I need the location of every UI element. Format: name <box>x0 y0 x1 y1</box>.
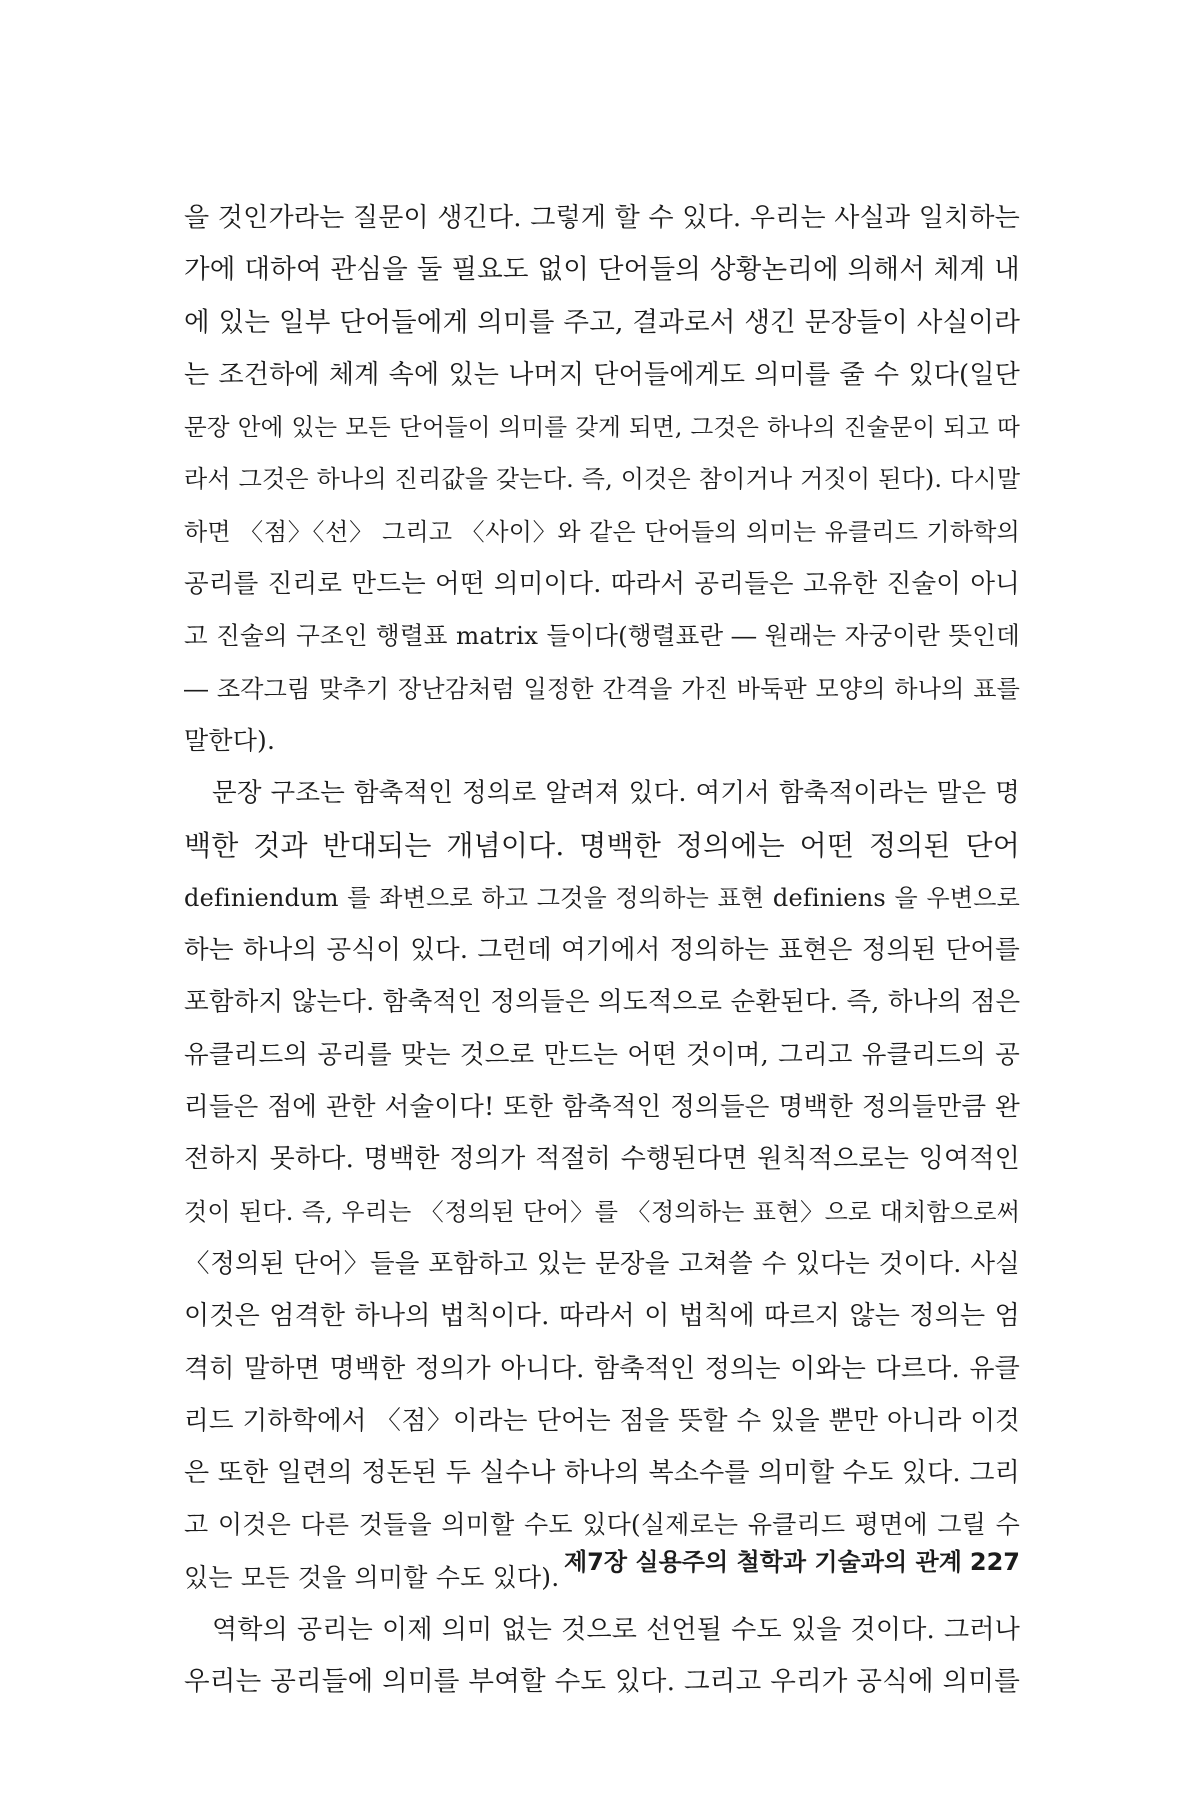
text-line: 〈정의된 단어〉들을 포함하고 있는 문장을 고쳐쓸 수 있다는 것이다. 사실 <box>184 1248 1020 1279</box>
text-line: 고 이것은 다른 것들을 의미할 수도 있다(실제로는 유클리드 평면에 그릴 수 <box>184 1510 1020 1540</box>
text-line: 은 또한 일련의 정돈된 두 실수나 하나의 복소수를 의미할 수도 있다. 그리 <box>184 1458 1020 1489</box>
text-line: 전하지 못하다. 명백한 정의가 적절히 수행된다면 원칙적으로는 잉여적인 <box>184 1144 1020 1175</box>
text-line: 을 것인가라는 질문이 생긴다. 그렇게 할 수 있다. 우리는 사실과 일치하는 <box>184 203 1020 233</box>
text-line: 포함하지 않는다. 함축적인 정의들은 의도적으로 순환된다. 즉, 하나의 점은 <box>184 987 1021 1018</box>
text-line: 있는 모든 것을 의미할 수도 있다). <box>184 1562 560 1592</box>
running-footer <box>540 1542 1020 1582</box>
text-line: 백한 것과 반대되는 개념이다. 명백한 정의에는 어떤 정의된 단어 <box>184 828 1020 862</box>
text-line: ― 조각그림 맞추기 장난감처럼 일정한 간격을 가진 바둑판 모양의 하나의 표를 <box>184 674 1020 703</box>
text-line: 리들은 점에 관한 서술이다! 또한 함축적인 정의들은 명백한 정의들만큼 완 <box>184 1092 1020 1123</box>
text-line: 것이 된다. 즉, 우리는 〈정의된 단어〉를 〈정의하는 표현〉으로 대치함으로써 <box>184 1197 1020 1226</box>
text-line: 말한다). <box>184 725 276 755</box>
text-line: 유클리드의 공리를 맞는 것으로 만드는 어떤 것이며, 그리고 유클리드의 공 <box>184 1039 1020 1070</box>
text-line: 하는 하나의 공식이 있다. 그런데 여기에서 정의하는 표현은 정의된 단어를 <box>184 935 1020 966</box>
text-line: 하면 〈점〉〈선〉 그리고 〈사이〉와 같은 단어들의 의미는 유클리드 기하학의 <box>184 517 1020 546</box>
text-line: definiendum 를 좌변으로 하고 그것을 정의하는 표현 definiens 을 우변으로 <box>184 883 1020 912</box>
text-line: 가에 대하여 관심을 둘 필요도 없이 단어들의 상황논리에 의해서 체계 내 <box>184 254 1020 286</box>
body-text <box>184 192 1020 1709</box>
text-line: 에 있는 일부 단어들에게 의미를 주고, 결과로서 생긴 문장들이 사실이라 <box>184 306 1020 338</box>
text-line: 문장 안에 있는 모든 단어들이 의미를 갖게 되면, 그것은 하나의 진술문이 되고 따 <box>184 413 1020 442</box>
paragraph-start-line: 역학의 공리는 이제 의미 없는 것으로 선언될 수도 있을 것이다. 그러나 <box>212 1615 1020 1646</box>
text-line: 우리는 공리들에 의미를 부여할 수도 있다. 그리고 우리가 공식에 의미를 <box>184 1666 1020 1698</box>
text-line: 격히 말하면 명백한 정의가 아니다. 함축적인 정의는 이와는 다르다. 유클 <box>184 1353 1020 1384</box>
text-line: 리드 기하학에서 〈점〉이라는 단어는 점을 뜻할 수 있을 뿐만 아니라 이것 <box>184 1405 1020 1436</box>
text-line: 이것은 엄격한 하나의 법칙이다. 따라서 이 법칙에 따르지 않는 정의는 엄 <box>184 1301 1020 1332</box>
text-line: 라서 그것은 하나의 진리값을 갖는다. 즉, 이것은 참이거나 거짓이 된다). 다시말 <box>184 465 1021 494</box>
running-title: 제7장 실용주의 철학과 기술과의 관계 <box>564 1548 962 1576</box>
paragraph-start-line: 문장 구조는 함축적인 정의로 알려져 있다. 여기서 함축적이라는 말은 명 <box>212 778 1020 809</box>
text-line: 는 조건하에 체계 속에 있는 나머지 단어들에게도 의미를 줄 수 있다(일단 <box>184 359 1020 390</box>
text-line: 고 진술의 구조인 행렬표 matrix 들이다(행렬표란 ― 원래는 자궁이란 뜻인데 <box>184 621 1020 651</box>
page-number: 227 <box>969 1548 1020 1576</box>
text-line: 공리를 진리로 만드는 어떤 의미이다. 따라서 공리들은 고유한 진술이 아니 <box>184 569 1020 600</box>
